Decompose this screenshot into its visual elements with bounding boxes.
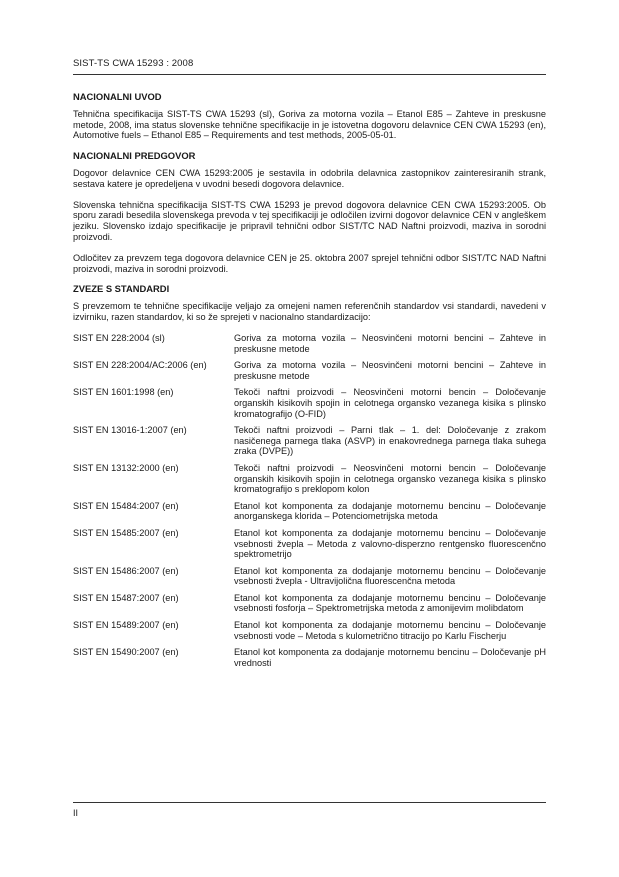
reference-row — [73, 501, 546, 523]
reference-row — [73, 463, 546, 495]
zveze-intro: S prevzemom te tehnične specifikacije veljajo za omejeni namen referenčnih standardov vsi standardi, navedeni v izvirniku, razen standardov, ki so že sprejeti v nacionalno standardizacijo: — [73, 301, 546, 322]
reference-code: SIST EN 15486:2007 (en) — [73, 565, 179, 576]
reference-code: SIST EN 228:2004 (sl) — [73, 332, 165, 343]
reference-title: Etanol kot komponenta za dodajanje motornemu bencinu – Določevanje vsebnosti žvepla – Metoda z valovno-disperzno rentgensko fluorescenčno spektrometrijo — [234, 527, 546, 560]
footer-rule — [73, 802, 546, 803]
reference-row — [73, 647, 546, 669]
reference-row — [73, 387, 546, 419]
page-content — [73, 92, 546, 674]
reference-code: SIST EN 1601:1998 (en) — [73, 386, 174, 397]
reference-row — [73, 333, 546, 355]
section-heading-nacionalni-predgovor: NACIONALNI PREDGOVOR — [73, 150, 196, 162]
reference-code: SIST EN 228:2004/AC:2006 (en) — [73, 359, 207, 370]
reference-row — [73, 528, 546, 560]
reference-title: Etanol kot komponenta za dodajanje motornemu bencinu – Določevanje pH vrednosti — [234, 646, 546, 668]
reference-row — [73, 593, 546, 615]
section-heading-nacionalni-uvod: NACIONALNI UVOD — [73, 91, 162, 102]
reference-code: SIST EN 15490:2007 (en) — [73, 646, 179, 657]
reference-title: Goriva za motorna vozila – Neosvinčeni motorni bencini – Zahteve in preskusne metode — [234, 332, 546, 354]
reference-code: SIST EN 15489:2007 (en) — [73, 619, 179, 630]
reference-code: SIST EN 13132:2000 (en) — [73, 462, 179, 473]
nacionalni-uvod-text: Tehnična specifikacija SIST-TS CWA 15293 (sl), Goriva za motorna vozila – Etanol E85 – Zahteve in preskusne metode, 2008, ima status slovenske tehnične specifikacije in je istovetna dogovoru delavnice CEN CWA 15293 (en), Automotive fuels – Ethanol E85 – Requirements and test methods, 2005-05-01. — [73, 108, 546, 141]
reference-list — [73, 333, 546, 669]
predgovor-paragraph-2: Slovenska tehnična specifikacija SIST-TS CWA 15293 je prevod dogovora delavnice CEN CWA 15293:2005. Ob sporu zaradi besedila slovenskega prevoda v tej specifikaciji je odločilen izvirni dogovor delavnice CEN v angleškem jeziku. Slovensko izdajo specifikacije je pripravil tehnični odbor SIST/TC NAD Naftni proizvodi, maziva in sorodni proizvodi. — [73, 199, 546, 242]
predgovor-paragraph-3: Odločitev za prevzem tega dogovora delavnice CEN je 25. oktobra 2007 sprejel tehnični odbor SIST/TC NAD Naftni proizvodi, maziva in sorodni proizvodi. — [73, 252, 546, 274]
reference-code: SIST EN 15485:2007 (en) — [73, 527, 179, 538]
reference-title: Tekoči naftni proizvodi – Parni tlak – 1. del: Določevanje z zrakom nasičenega parnega tlaka (ASVP) in enakovrednega parnega tlaka suhega zraka (DVPE)) — [234, 424, 546, 457]
reference-title: Etanol kot komponenta za dodajanje motornemu bencinu – Določevanje vsebnosti žvepla - Ultravijolična fluorescenčna metoda — [234, 565, 546, 587]
page-number: II — [73, 808, 79, 818]
reference-code: SIST EN 13016-1:2007 (en) — [73, 424, 187, 435]
header-rule — [73, 74, 546, 75]
reference-row — [73, 425, 546, 457]
reference-title: Etanol kot komponenta za dodajanje motornemu bencinu – Določevanje vsebnosti fosforja – Spektrometrijska metoda z amonijevim molibdatom — [234, 592, 546, 614]
reference-row — [73, 620, 546, 642]
predgovor-paragraph-1: Dogovor delavnice CEN CWA 15293:2005 je sestavila in odobrila delavnica zastopnikov zainteresiranih strank, sestava katere je opredeljena v uvodni besedi dogovora delavnice. — [73, 167, 546, 189]
reference-code: SIST EN 15484:2007 (en) — [73, 500, 179, 511]
reference-title: Goriva za motorna vozila – Neosvinčeni motorni bencini – Zahteve in preskusne metode — [234, 359, 546, 381]
reference-title: Tekoči naftni proizvodi – Neosvinčeni motorni bencin – Določevanje organskih kisikovih spojin in celotnega organsko vezanega kisika s plinsko kromatografijo s preklopom kolon — [234, 462, 546, 495]
reference-row — [73, 360, 546, 382]
reference-title: Etanol kot komponenta za dodajanje motornemu bencinu – Določevanje anorganskega klorida – Potenciometrijska metoda — [234, 500, 546, 522]
reference-title: Tekoči naftni proizvodi – Neosvinčeni motorni bencin – Določevanje organskih kisikovih spojin in celotnega organsko vezanega kisika s plinsko kromatografijo (O-FID) — [234, 386, 546, 419]
reference-code: SIST EN 15487:2007 (en) — [73, 592, 179, 603]
reference-row — [73, 566, 546, 588]
running-header: SIST-TS CWA 15293 : 2008 — [73, 58, 194, 69]
section-heading-zveze-s-standardi: ZVEZE S STANDARDI — [73, 283, 170, 295]
reference-title: Etanol kot komponenta za dodajanje motornemu bencinu – Določevanje vsebnosti vode – Metoda s kulometrično titracijo po Karlu Fischerju — [234, 619, 546, 641]
